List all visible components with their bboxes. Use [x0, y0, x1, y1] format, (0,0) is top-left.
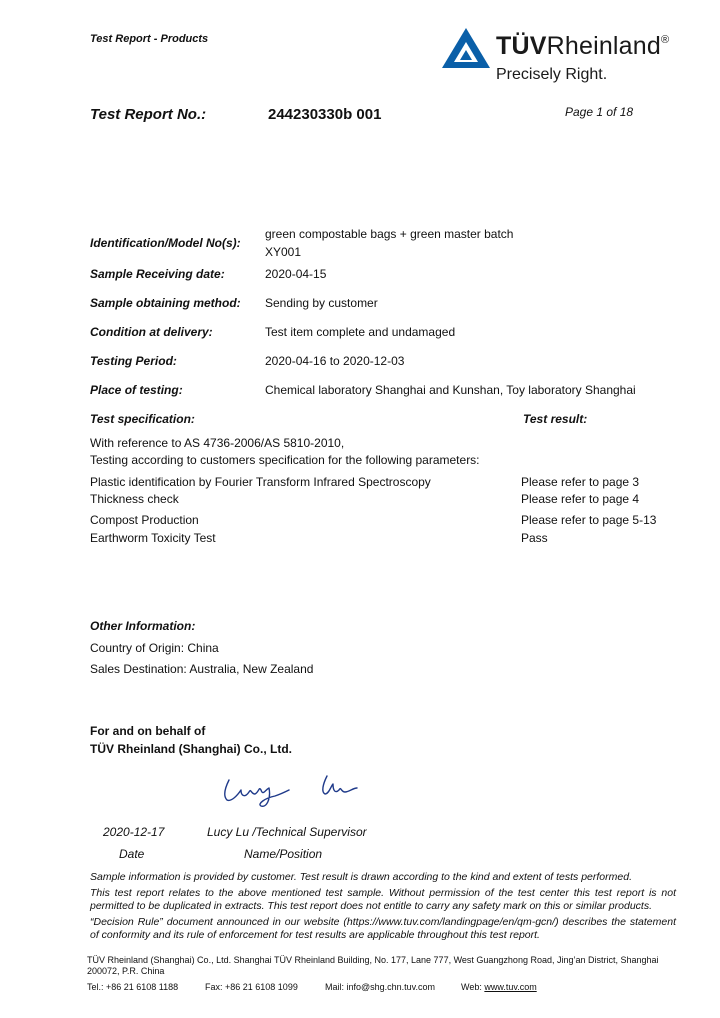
tuv-logo — [440, 26, 680, 90]
other-information-heading: Other Information: — [90, 619, 196, 633]
country-of-origin: Country of Origin: China — [90, 641, 219, 655]
footer-web-link[interactable]: www.tuv.com — [484, 982, 537, 992]
spec-intro-parameters: Testing according to customers specification for the following parameters: — [90, 453, 480, 467]
disclaimer-sample-info: Sample information is provided by customer. Test result is drawn according to the kind and extent of tests performed. — [90, 871, 632, 883]
logo-tagline: Precisely Right. — [496, 66, 608, 83]
test-specification-heading: Test specification: — [90, 412, 195, 426]
spec-item-result: Pass — [521, 531, 548, 545]
spec-item-name: Earthworm Toxicity Test — [90, 531, 216, 545]
footer-address: TÜV Rheinland (Shanghai) Co., Ltd. Shanghai TÜV Rheinland Building, No. 177, Lane 777, West Guangzhong Road, Jing’an District, Shanghai 200072, P.R. China — [87, 955, 659, 976]
footer-fax: Fax: +86 21 6108 1099 — [205, 982, 298, 992]
spec-item-result: Please refer to page 5-13 — [521, 513, 657, 527]
disclaimer-decision-rule: “Decision Rule” document announced in our website (https://www.tuv.com/landingpage/en/qm-gcn/) describes the statement of conformity and its rule of enforcement for test results are applicable throughout this test report. — [90, 916, 676, 941]
field-value-obtaining-method: Sending by customer — [265, 296, 378, 310]
handwritten-signature — [215, 770, 375, 810]
page-indicator: Page 1 of 18 — [565, 105, 634, 119]
field-value-receiving-date: 2020-04-15 — [265, 267, 327, 281]
signatory-name: Lucy Lu /Technical Supervisor — [207, 825, 367, 839]
field-value-testing-period: 2020-04-16 to 2020-12-03 — [265, 354, 405, 368]
document-type: Test Report - Products — [90, 33, 209, 45]
footer-web-label: Web: — [461, 982, 482, 992]
signature-date: 2020-12-17 — [103, 825, 165, 839]
company-name: TÜV Rheinland (Shanghai) Co., Ltd. — [90, 742, 292, 756]
test-result-heading: Test result: — [523, 412, 588, 426]
field-label-receiving-date: Sample Receiving date: — [90, 267, 225, 281]
name-position-label: Name/Position — [244, 847, 323, 861]
spec-item-name: Thickness check — [90, 492, 179, 506]
field-label-testing-period: Testing Period: — [90, 354, 177, 368]
field-value-identification-1: green compostable bags + green master batch — [265, 227, 514, 241]
date-label: Date — [119, 847, 145, 861]
on-behalf-line: For and on behalf of — [90, 724, 206, 738]
spec-item-name: Plastic identification by Fourier Transform Infrared Spectroscopy — [90, 475, 431, 489]
footer-mail: Mail: info@shg.chn.tuv.com — [325, 982, 436, 992]
logo-tuv: TÜV — [496, 32, 547, 60]
spec-item-name: Compost Production — [90, 513, 199, 527]
field-label-identification: Identification/Model No(s): — [90, 236, 241, 250]
field-label-place-of-testing: Place of testing: — [90, 383, 183, 397]
field-label-obtaining-method: Sample obtaining method: — [90, 296, 241, 310]
field-label-condition: Condition at delivery: — [90, 325, 213, 339]
report-number: 244230330b 001 — [268, 106, 382, 123]
spec-intro-reference: With reference to AS 4736-2006/AS 5810-2010, — [90, 436, 345, 450]
footer-tel: Tel.: +86 21 6108 1188 — [87, 982, 179, 992]
sales-destination: Sales Destination: Australia, New Zealand — [90, 662, 314, 676]
disclaimer-duplication: This test report relates to the above mentioned test sample. Without permission of the test center this test report is not permitted to be duplicated in extracts. This test report does not entitle to carry any safety mark on this or similar products. — [90, 887, 676, 912]
spec-item-result: Please refer to page 3 — [521, 475, 640, 489]
field-value-identification-2: XY001 — [265, 245, 302, 259]
field-value-place-of-testing: Chemical laboratory Shanghai and Kunshan, Toy laboratory Shanghai — [265, 383, 636, 397]
logo-rheinland: Rheinland — [546, 32, 661, 60]
field-value-condition: Test item complete and undamaged — [265, 325, 456, 339]
tuv-triangle-icon — [440, 26, 492, 70]
report-number-label: Test Report No.: — [90, 106, 207, 123]
logo-registered: ® — [661, 34, 670, 46]
footer-web — [461, 982, 537, 992]
spec-item-result: Please refer to page 4 — [521, 492, 640, 506]
logo-wordmark — [496, 32, 669, 61]
